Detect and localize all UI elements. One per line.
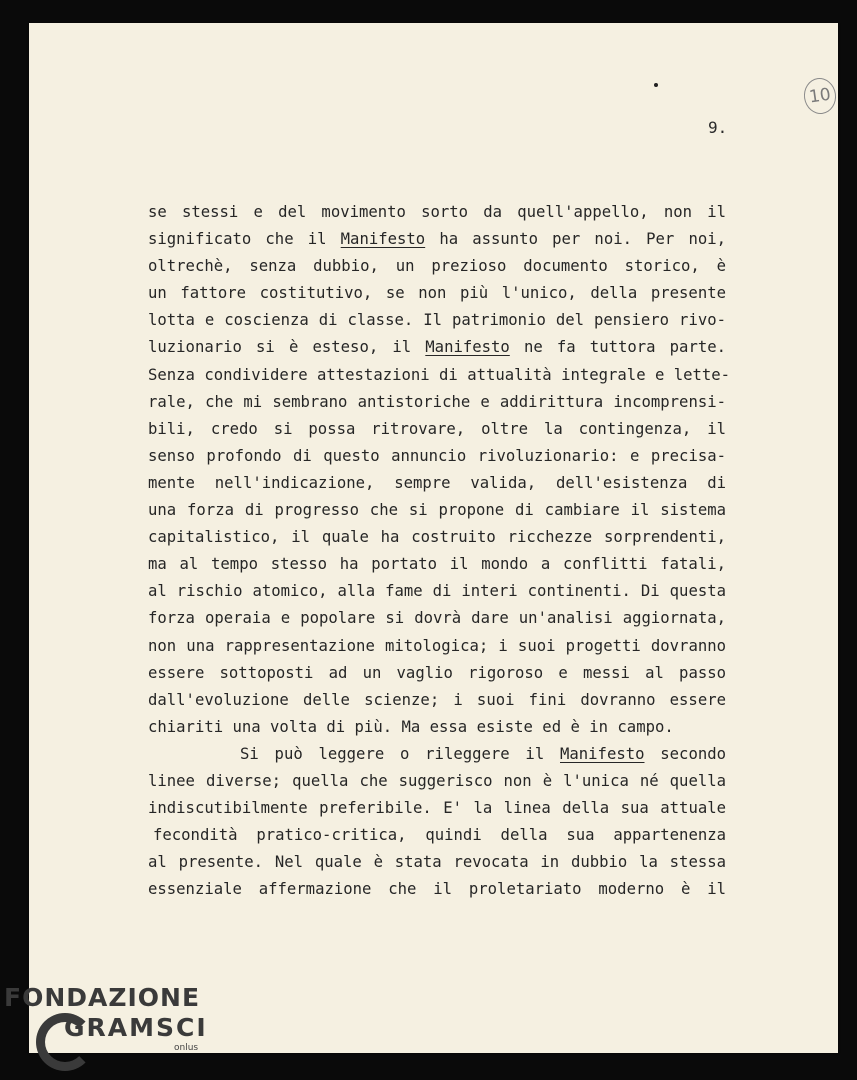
text-line: un fattore costitutivo, se non più l'unico, della presente — [148, 284, 726, 303]
text-line: bili, credo si possa ritrovare, oltre la contingenza, il — [148, 419, 726, 438]
text-line: dall'evoluzione delle scienze; i suoi fini dovranno essere — [148, 690, 726, 709]
paragraph-2 — [148, 741, 726, 904]
underlined-title: Manifesto — [560, 744, 645, 763]
watermark-line-2: GRAMSCI — [64, 1013, 208, 1042]
text-line: Senza condividere attestazioni di attualità integrale e lette- — [148, 365, 731, 384]
text-line: mente nell'indicazione, sempre valida, dell'esistenza di — [148, 473, 726, 492]
text-line: senso profondo di questo annuncio rivoluzionario: e precisa- — [148, 446, 726, 465]
text-line: non una rappresentazione mitologica; i suoi progetti dovranno — [148, 636, 726, 655]
text-line: ma al tempo stesso ha portato il mondo a conflitti fatali, — [148, 555, 726, 574]
watermark-g-icon — [36, 1013, 94, 1071]
text-line: oltrechè, senza dubbio, un prezioso documento storico, è — [148, 257, 726, 276]
body-text — [148, 199, 731, 903]
text-line: forza operaia e popolare si dovrà dare un'analisi aggiornata, — [148, 609, 726, 628]
underlined-title: Manifesto — [425, 338, 510, 357]
text-line: al presente. Nel quale è stata revocata in dubbio la stessa — [148, 853, 726, 872]
text-line: lotta e coscienza di classe. Il patrimonio del pensiero rivo- — [148, 311, 726, 330]
paragraph-1 — [148, 199, 731, 741]
text-line: linee diverse; quella che suggerisco non è l'unica né quella — [148, 771, 726, 790]
text-line: capitalistico, il quale ha costruito ricchezze sorprendenti, — [148, 528, 726, 547]
text-line: una forza di progresso che si propone di cambiare il sistema — [148, 501, 726, 520]
text-line: al rischio atomico, alla fame di interi continenti. Di questa — [148, 582, 726, 601]
text-line: essere sottoposti ad un vaglio rigoroso e messi al passo — [148, 663, 726, 682]
text-line: chiariti una volta di più. Ma essa esiste ed è in campo. — [148, 717, 674, 736]
text-line: significato che il Manifesto ha assunto per noi. Per noi, — [148, 230, 726, 249]
text-line: luzionario si è esteso, il Manifesto ne fa tuttora parte. — [148, 338, 726, 357]
text-line: rale, che mi sembrano antistoriche e addirittura incomprensi- — [148, 392, 726, 411]
text-line: indiscutibilmente preferibile. E' la linea della sua attuale — [148, 799, 726, 818]
text-line: fecondità pratico-critica, quindi della sua appartenenza — [153, 826, 726, 845]
text-line: se stessi e del movimento sorto da quell'appello, non il — [148, 203, 726, 221]
watermark-line-3: onlus — [174, 1043, 199, 1053]
watermark-logo — [4, 983, 208, 1053]
page-number: 9. — [708, 118, 728, 137]
underlined-title: Manifesto — [340, 230, 426, 249]
archive-page-mark: 10 — [802, 76, 839, 116]
text-line: essenziale affermazione che il proletariato moderno è il — [148, 880, 726, 899]
ink-speck — [654, 83, 658, 87]
watermark-line-1: FONDAZIONE — [4, 983, 201, 1012]
text-line: Si può leggere o rileggere il Manifesto secondo — [240, 744, 726, 763]
